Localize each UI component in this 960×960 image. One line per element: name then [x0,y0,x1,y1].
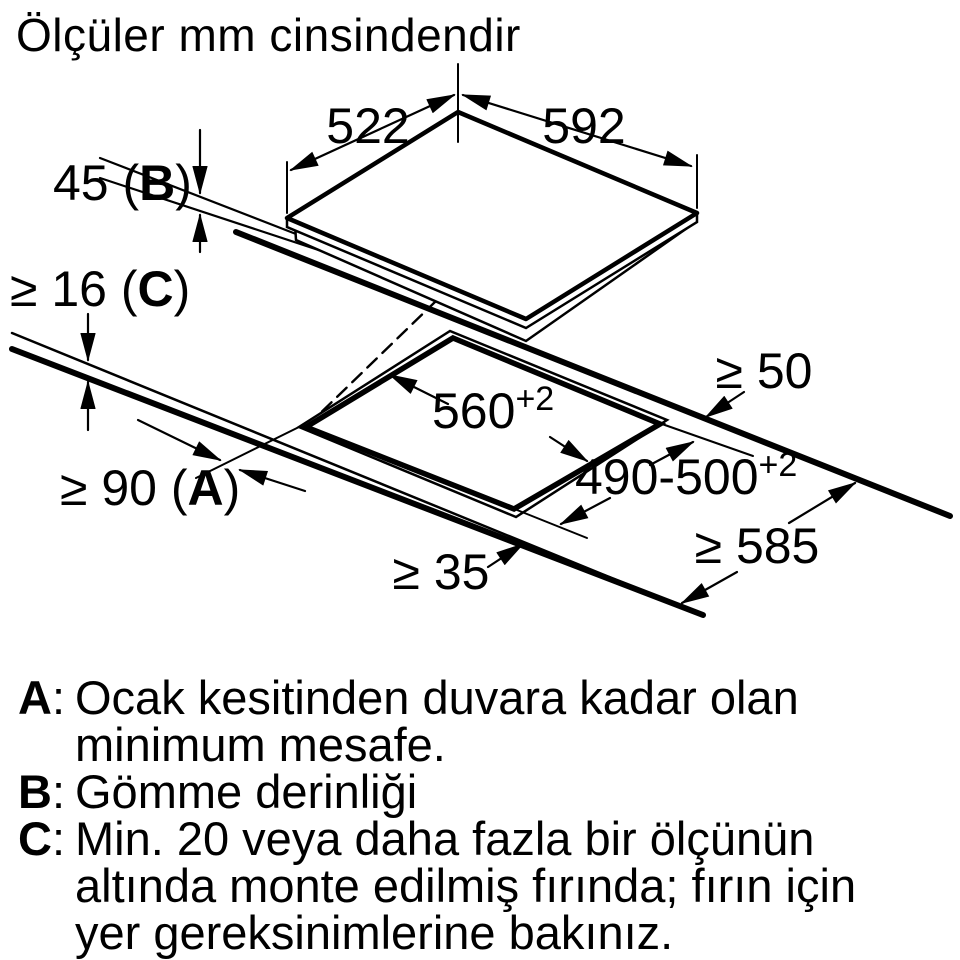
label-16-C: ≥ 16 (C) [10,261,191,317]
legend-text-line: Gömme derinliği [75,765,418,818]
legend-separator: : [51,671,66,724]
legend-item-C [18,812,948,959]
legend-text-line: yer gereksinimlerine bakınız. [75,906,674,959]
page-title: Ölçüler mm cinsindendir [16,9,521,61]
legend-text-line: Min. 20 veya daha fazla bir ölçünün [75,812,815,865]
label-35: ≥ 35 [392,544,490,600]
legend-text-line: minimum mesafe. [75,718,446,771]
dim-line-35 [488,544,523,567]
label-50: ≥ 50 [715,343,813,399]
label-560: $560^{+2}$ [432,380,555,439]
label-585: ≥ 585 [694,518,820,574]
label-592: 592 [542,98,626,154]
legend-key-C: C [18,812,52,865]
legend-separator: : [51,812,66,865]
legend-item-A [18,671,948,771]
legend [18,671,948,959]
legend-key-B: B [18,765,52,818]
legend-item-B [18,765,948,818]
label-45-B: 45 (B) [53,155,192,211]
label-90-A: ≥ 90 (A) [60,460,241,516]
dim-line-585-upper [789,483,855,523]
label-522: 522 [326,98,410,154]
label-490-500: $490-500^{+2}$ [575,446,798,505]
dim-line-585-lower [682,572,737,603]
ext-line-490-bottom [517,510,587,538]
legend-text-line: altında monte edilmiş fırında; fırın için [75,859,857,912]
legend-text-line: Ocak kesitinden duvara kadar olan [75,671,799,724]
legend-key-A: A [18,671,52,724]
legend-separator: : [51,765,66,818]
dim-line-90-right [240,470,305,491]
